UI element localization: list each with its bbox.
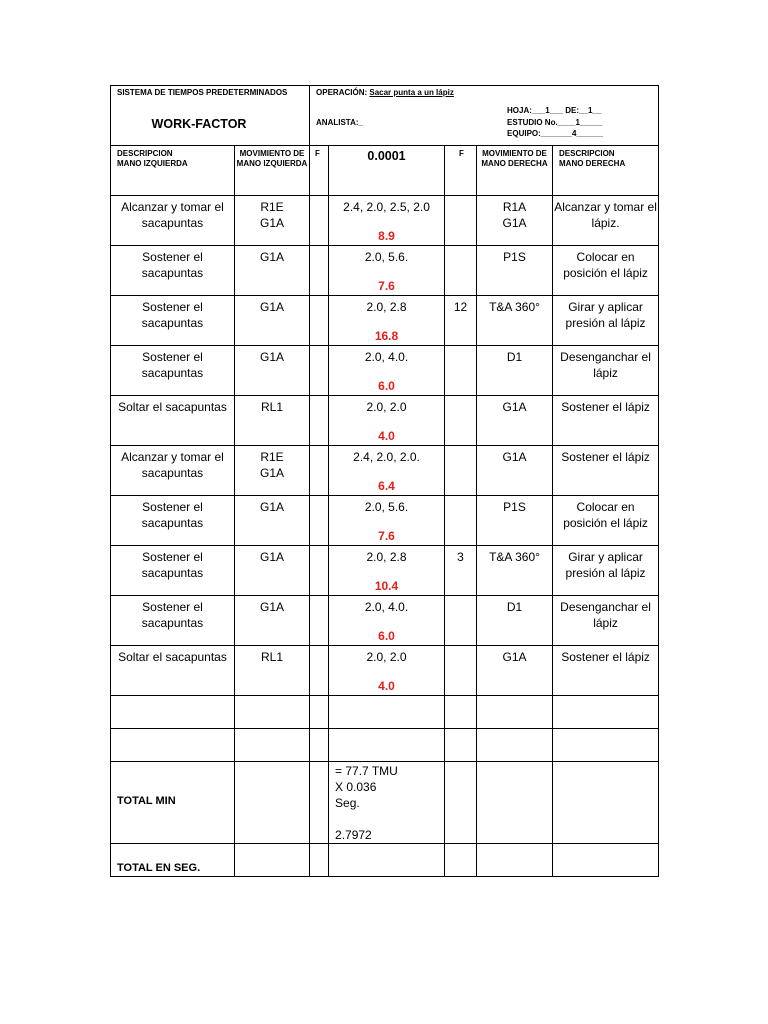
table-cell — [553, 296, 659, 346]
table-cell — [553, 696, 659, 729]
f-right — [445, 496, 476, 499]
table-cell — [445, 762, 477, 844]
right-move: R1A G1A — [502, 200, 527, 230]
table-row — [111, 596, 659, 646]
time-values: 2.0, 5.6. — [364, 500, 409, 514]
right-move: T&A 360° — [489, 550, 540, 564]
left-desc: Soltar el sacapuntas — [118, 650, 227, 664]
table-cell — [553, 762, 659, 844]
table-cell — [329, 696, 445, 729]
table-cell — [310, 696, 329, 729]
table-cell — [477, 446, 553, 496]
operation-label: OPERACIÓN: — [316, 88, 368, 97]
right-desc: Desenganchar el lápiz — [560, 350, 651, 380]
work-factor-form — [110, 85, 659, 877]
time-result: 7.6 — [378, 529, 395, 543]
table-cell — [477, 346, 553, 396]
table-row — [111, 346, 659, 396]
table-cell — [477, 596, 553, 646]
table-cell — [553, 844, 659, 877]
right-move: G1A — [502, 400, 527, 414]
table-cell — [111, 729, 235, 762]
table-cell — [445, 196, 477, 246]
system-name: WORK-FACTOR — [151, 117, 247, 131]
table-cell — [310, 196, 329, 246]
table-cell — [553, 646, 659, 696]
left-move: G1A — [260, 600, 285, 614]
table-cell — [477, 396, 553, 446]
table-cell — [111, 246, 235, 296]
table-cell — [235, 762, 310, 844]
f-right — [445, 446, 476, 449]
left-desc: Alcanzar y tomar el sacapuntas — [121, 200, 224, 230]
table-cell — [445, 546, 477, 596]
table-cell — [310, 246, 329, 296]
left-desc: Sostener el sacapuntas — [141, 300, 204, 330]
table-cell — [111, 446, 235, 496]
table-cell — [310, 844, 329, 877]
table-cell — [235, 844, 310, 877]
f-left — [310, 646, 328, 649]
seg-line: Seg. — [335, 796, 360, 810]
system-cell — [111, 86, 310, 146]
table-cell — [111, 546, 235, 596]
table-cell — [111, 196, 235, 246]
operation-cell — [310, 86, 659, 146]
table-cell — [235, 596, 310, 646]
table-cell — [111, 596, 235, 646]
table-cell — [329, 496, 445, 546]
f-left — [310, 446, 328, 449]
table-cell — [235, 696, 310, 729]
table-row — [111, 546, 659, 596]
table-cell — [477, 646, 553, 696]
f-right — [445, 196, 476, 199]
left-move: G1A — [260, 250, 285, 264]
left-desc: Sostener el sacapuntas — [141, 350, 204, 380]
f-right: 12 — [453, 300, 468, 314]
table-cell — [477, 296, 553, 346]
table-cell — [310, 546, 329, 596]
f-left — [310, 546, 328, 549]
table-cell — [445, 346, 477, 396]
table-cell — [111, 646, 235, 696]
table-cell — [445, 296, 477, 346]
table-cell — [553, 396, 659, 446]
table-cell — [553, 729, 659, 762]
table-cell — [553, 496, 659, 546]
table-row — [111, 296, 659, 346]
table-row — [111, 396, 659, 446]
col-left-desc: DESCRIPCION MANO IZQUIERDA — [111, 146, 235, 196]
right-desc: Desenganchar el lápiz — [560, 600, 651, 630]
hoja-field: HOJA:___1___ DE:__1__ — [507, 106, 602, 115]
empty-row — [111, 696, 659, 729]
total-min-row — [111, 762, 659, 844]
total-calculation — [329, 762, 444, 843]
col-f-right: F — [445, 146, 477, 196]
table-cell — [329, 844, 445, 877]
f-left — [310, 396, 328, 399]
table-cell — [310, 346, 329, 396]
time-values: 2.4, 2.0, 2.5, 2.0 — [343, 200, 430, 214]
table-cell — [445, 496, 477, 546]
table-cell — [553, 596, 659, 646]
table-cell — [329, 596, 445, 646]
time-values: 2.0, 4.0. — [364, 600, 409, 614]
f-left — [310, 296, 328, 299]
table-cell — [445, 396, 477, 446]
left-desc: Alcanzar y tomar el sacapuntas — [121, 450, 224, 480]
table-cell — [553, 446, 659, 496]
f-right — [445, 396, 476, 399]
right-move: G1A — [502, 650, 527, 664]
table-cell — [235, 346, 310, 396]
table-cell — [329, 246, 445, 296]
table-cell — [310, 396, 329, 446]
table-cell — [445, 596, 477, 646]
right-desc: Sostener el lápiz — [561, 650, 650, 664]
table-cell — [329, 729, 445, 762]
left-move: G1A — [260, 500, 285, 514]
tmu-line: = 77.7 TMU — [335, 764, 398, 778]
left-move: R1E G1A — [259, 450, 284, 480]
left-desc: Sostener el sacapuntas — [141, 500, 204, 530]
factor-line: X 0.036 — [335, 780, 377, 794]
right-move: T&A 360° — [489, 300, 540, 314]
table-cell — [235, 729, 310, 762]
time-result: 16.8 — [374, 329, 399, 343]
table-cell — [111, 844, 235, 877]
table-cell — [235, 396, 310, 446]
table-cell — [329, 446, 445, 496]
estudio-field: ESTUDIO No.____1_____ — [507, 117, 603, 127]
left-desc: Sostener el sacapuntas — [141, 600, 204, 630]
col-unit: 0.0001 — [329, 146, 445, 196]
f-left — [310, 496, 328, 499]
time-values: 2.4, 2.0, 2.0. — [353, 450, 420, 464]
table-cell — [111, 396, 235, 446]
table-cell — [477, 546, 553, 596]
f-left — [310, 196, 328, 199]
col-right-desc: DESCRIPCION MANO DERECHA — [553, 146, 659, 196]
left-move: R1E G1A — [259, 200, 284, 230]
time-values: 2.0, 2.0 — [366, 650, 407, 664]
time-values: 2.0, 2.0 — [366, 400, 407, 414]
left-move: G1A — [260, 300, 285, 314]
total-seg-row — [111, 844, 659, 877]
table-cell — [553, 196, 659, 246]
right-desc: Alcanzar y tomar el lápiz. — [554, 200, 657, 230]
table-cell — [329, 196, 445, 246]
right-move: D1 — [506, 600, 523, 614]
right-move: P1S — [503, 250, 526, 264]
right-move: P1S — [503, 500, 526, 514]
table-cell — [445, 446, 477, 496]
time-result: 4.0 — [378, 679, 395, 693]
left-move: RL1 — [261, 650, 284, 664]
table-cell — [477, 196, 553, 246]
time-result: 6.4 — [378, 479, 395, 493]
time-result: 8.9 — [378, 229, 395, 243]
left-desc: Sostener el sacapuntas — [141, 550, 204, 580]
table-row — [111, 196, 659, 246]
table-row — [111, 496, 659, 546]
time-result: 4.0 — [378, 429, 395, 443]
col-left-move: MOVIMIENTO DE MANO IZQUIERDA — [235, 146, 310, 196]
table-cell — [235, 246, 310, 296]
right-desc: Girar y aplicar presión al lápiz — [565, 550, 646, 580]
table-cell — [235, 296, 310, 346]
time-result: 6.0 — [378, 379, 395, 393]
right-desc: Colocar en posición el lápiz — [563, 500, 648, 530]
table-cell — [477, 844, 553, 877]
left-move: G1A — [260, 550, 285, 564]
table-cell — [310, 296, 329, 346]
table-cell — [235, 196, 310, 246]
table-cell — [111, 762, 235, 844]
total-seg-label: TOTAL EN SEG. — [117, 862, 201, 874]
table-cell — [329, 762, 445, 844]
table-cell — [445, 246, 477, 296]
table-cell — [477, 496, 553, 546]
right-desc: Sostener el lápiz — [561, 400, 650, 414]
table-cell — [445, 844, 477, 877]
f-left — [310, 596, 328, 599]
table-row — [111, 446, 659, 496]
table-cell — [310, 646, 329, 696]
f-right: 3 — [457, 550, 464, 564]
left-move: RL1 — [261, 400, 284, 414]
table-cell — [445, 729, 477, 762]
table-cell — [445, 646, 477, 696]
table-cell — [310, 496, 329, 546]
col-f-left: F — [310, 146, 329, 196]
left-desc: Sostener el sacapuntas — [141, 250, 204, 280]
table-cell — [310, 729, 329, 762]
left-move: G1A — [260, 350, 285, 364]
table-cell — [235, 646, 310, 696]
table-cell — [111, 296, 235, 346]
table-cell — [235, 446, 310, 496]
total-min-label: TOTAL MIN — [117, 794, 176, 807]
table-cell — [329, 396, 445, 446]
table-cell — [477, 729, 553, 762]
table-cell — [111, 346, 235, 396]
f-left — [310, 246, 328, 249]
table-cell — [553, 546, 659, 596]
table-cell — [329, 546, 445, 596]
table-cell — [310, 762, 329, 844]
table-cell — [477, 696, 553, 729]
table-cell — [329, 346, 445, 396]
right-desc: Colocar en posición el lápiz — [563, 250, 648, 280]
table-cell — [111, 496, 235, 546]
f-left — [310, 346, 328, 349]
right-desc: Sostener el lápiz — [561, 450, 650, 464]
table-cell — [477, 762, 553, 844]
time-values: 2.0, 2.8 — [366, 300, 407, 314]
table-cell — [329, 646, 445, 696]
f-right — [445, 596, 476, 599]
f-right — [445, 346, 476, 349]
time-result: 7.6 — [378, 279, 395, 293]
table-cell — [235, 496, 310, 546]
table-cell — [310, 596, 329, 646]
table-cell — [329, 296, 445, 346]
operation-value: Sacar punta a un lápiz — [369, 88, 454, 97]
time-values: 2.0, 2.8 — [366, 550, 407, 564]
empty-row — [111, 729, 659, 762]
system-label: SISTEMA DE TIEMPOS PREDETERMINADOS — [117, 88, 288, 97]
table-cell — [445, 696, 477, 729]
right-move: D1 — [506, 350, 523, 364]
table-cell — [235, 546, 310, 596]
table-cell — [310, 446, 329, 496]
table-cell — [477, 246, 553, 296]
analyst-label: ANALISTA:_ — [316, 118, 363, 127]
table-cell — [553, 246, 659, 296]
left-desc: Soltar el sacapuntas — [118, 400, 227, 414]
table-row — [111, 646, 659, 696]
time-result: 6.0 — [378, 629, 395, 643]
table-cell — [111, 696, 235, 729]
f-right — [445, 246, 476, 249]
right-desc: Girar y aplicar presión al lápiz — [565, 300, 646, 330]
equipo-field: EQUIPO:_______4______ — [507, 129, 604, 138]
time-values: 2.0, 5.6. — [364, 250, 409, 264]
table-cell — [553, 346, 659, 396]
time-result: 10.4 — [374, 579, 399, 593]
col-right-move: MOVIMIENTO DE MANO DERECHA — [477, 146, 553, 196]
right-move: G1A — [502, 450, 527, 464]
total-result: 2.7972 — [335, 828, 372, 842]
table-row — [111, 246, 659, 296]
time-values: 2.0, 4.0. — [364, 350, 409, 364]
f-right — [445, 646, 476, 649]
